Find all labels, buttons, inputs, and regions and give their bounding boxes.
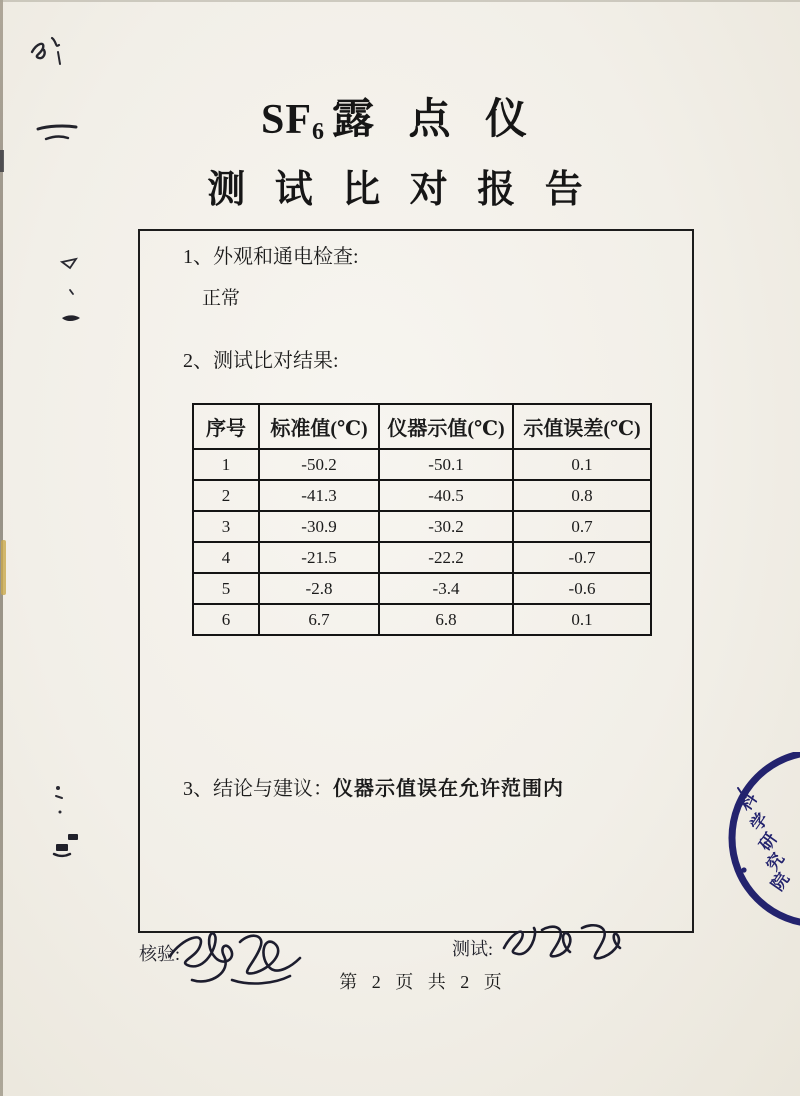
- ink-marks-margin: [58, 256, 86, 330]
- table-cell: 4: [193, 542, 259, 573]
- title-subscript-6: 6: [312, 119, 326, 145]
- tester-label: 测试:: [452, 939, 494, 959]
- table-cell: -41.3: [259, 480, 379, 511]
- stamp-character: 学: [746, 809, 773, 835]
- table-row: [193, 449, 651, 480]
- table-cell: 3: [193, 511, 259, 542]
- stamp-character: 科: [735, 789, 762, 815]
- official-stamp: [700, 752, 800, 930]
- results-table: [192, 403, 652, 636]
- table-cell: -50.2: [259, 449, 379, 480]
- table-cell: -0.6: [513, 573, 651, 604]
- table-cell: 0.7: [513, 511, 651, 542]
- column-header: 示值误差(℃): [513, 404, 651, 449]
- table-cell: 6.7: [259, 604, 379, 635]
- table-cell: -30.9: [259, 511, 379, 542]
- stamp-character: 院: [767, 869, 794, 895]
- table-cell: 0.1: [513, 604, 651, 635]
- stamp-character: 研: [755, 829, 782, 855]
- page-footer: 第 2 页 共 2 页: [339, 972, 507, 992]
- report-title-line1: [0, 86, 800, 146]
- table-cell: -40.5: [379, 480, 513, 511]
- table-cell: 6.8: [379, 604, 513, 635]
- stamp-dot: [741, 867, 746, 872]
- table-cell: 5: [193, 573, 259, 604]
- stamp-text-group: [735, 788, 793, 894]
- section3-label: 3、结论与建议：: [183, 778, 333, 800]
- section1-label: 1、外观和通电检查:: [183, 246, 359, 268]
- stamp-ring: [732, 752, 800, 924]
- table-cell: -50.1: [379, 449, 513, 480]
- column-header: 仪器示值(℃): [379, 404, 513, 449]
- table-row: [193, 542, 651, 573]
- title-chinese: 露 点 仪: [332, 97, 540, 143]
- stamp-character: 究: [762, 849, 789, 875]
- section3-conclusion: [183, 772, 564, 801]
- table-row: [193, 573, 651, 604]
- column-header: 序号: [193, 404, 259, 449]
- section3-value: 仪器示值误在允许范围内: [333, 778, 564, 800]
- table-cell: -2.8: [259, 573, 379, 604]
- table-cell: -30.2: [379, 511, 513, 542]
- table-cell: -21.5: [259, 542, 379, 573]
- scan-edge-tan-mark: [1, 540, 6, 595]
- table-cell: 6: [193, 604, 259, 635]
- table-cell: 0.1: [513, 449, 651, 480]
- table-row: [193, 511, 651, 542]
- table-body: [193, 449, 651, 635]
- table-cell: -22.2: [379, 542, 513, 573]
- section2-label: 2、测试比对结果:: [183, 350, 339, 372]
- table-cell: 2: [193, 480, 259, 511]
- table-cell: -3.4: [379, 573, 513, 604]
- table-row: [193, 480, 651, 511]
- table-cell: 1: [193, 449, 259, 480]
- table-row: [193, 604, 651, 635]
- title-sf: SF: [260, 97, 312, 143]
- table-cell: 0.8: [513, 480, 651, 511]
- table-cell: -0.7: [513, 542, 651, 573]
- stamp-svg: [700, 752, 800, 930]
- section1-value: 正常: [202, 288, 241, 309]
- table-header-row: [193, 404, 651, 449]
- verifier-label: 核验:: [139, 944, 181, 964]
- report-title-line2: 测 试 比 对 报 告: [207, 169, 593, 211]
- ink-scribble-topleft: [28, 34, 68, 70]
- scan-edge-top: [0, 0, 800, 2]
- ink-specks-bottomleft: [50, 782, 86, 860]
- column-header: 标准值(℃): [259, 404, 379, 449]
